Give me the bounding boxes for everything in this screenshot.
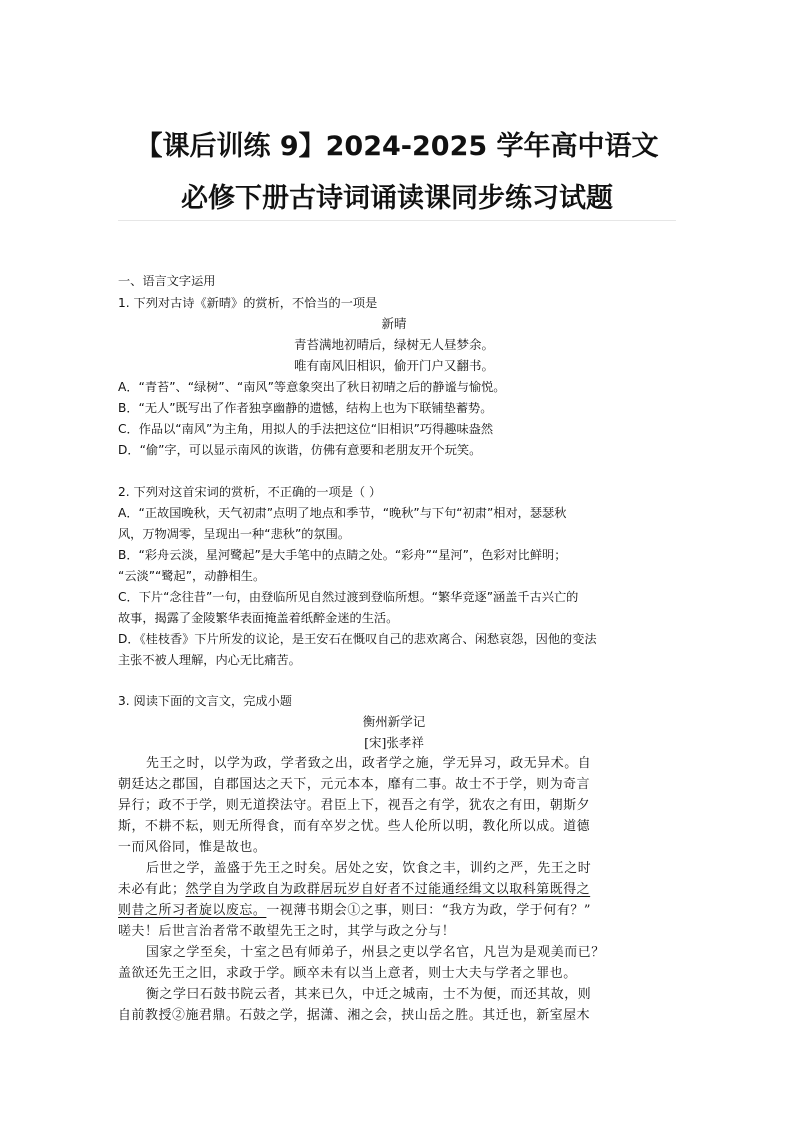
passage-p2-line-2-start: 未必有此； [118, 882, 186, 897]
underlined-sentence-part-2: 则昔之所习者旋以废忘。 [118, 903, 267, 918]
passage-p1-line-3: 异行；政不于学，则无道揆法守。君臣上下，视吾之有学，犹农之有田，朝斯夕 [118, 798, 591, 813]
passage-title: 衡州新学记 [362, 714, 426, 729]
passage-p2-line-3-end: 一视薄书期会①之事，则曰：“我方为政，学于何有？” [266, 903, 592, 918]
question-3-stem: 3. 阅读下面的文言文，完成小题 [118, 694, 292, 708]
question-2-option-c-line-2: 故事，揭露了金陵繁华表面掩盖着纸醉金迷的生活。 [118, 611, 399, 625]
question-2-option-d-line-1: D．《桂枝香》下片所发的议论，是王安石在慨叹自己的悲欢离合、闲愁哀怨，因他的变法 [118, 632, 597, 646]
question-2-option-b-line-2: “云淡”“鹭起”，动静相生。 [118, 569, 266, 583]
question-1-option-d: D．“偷”字，可以显示南风的诙谐，仿佛有意要和老朋友开个玩笑。 [118, 443, 482, 457]
passage-p3-line-1: 国家之学至矣，十室之邑有师弟子，州县之吏以学名官，凡岂为是观美而已？ [146, 945, 605, 960]
question-2-stem: 2. 下列对这首宋词的赏析，不正确的一项是（ ） [118, 485, 382, 499]
passage-p4-line-2: 自前教授②施君鼎。石鼓之学，据潇、湘之会，挟山岳之胜。其迁也，新室屋木 [118, 1008, 591, 1023]
question-2-option-a-line-1: A．“正故国晚秋，天气初肃”点明了地点和季节，“晚秋”与下句“初肃”相对，瑟瑟秋 [118, 506, 567, 520]
passage-author: [宋]张孝祥 [364, 735, 424, 750]
question-2-option-c-line-1: C．下片“念往昔”一句，由登临所见自然过渡到登临所想。“繁华竞逐”涵盖千古兴亡的 [118, 590, 579, 604]
passage-p2-line-2 [118, 880, 590, 900]
question-1-option-b: B．“无人”既写出了作者独享幽静的遗憾，结构上也为下联铺垫蓄势。 [118, 401, 493, 415]
question-2-option-b-line-1: B．“彩舟云淡，星河鹭起”是大手笔中的点睛之处。“彩舟”“星河”，色彩对比鲜明； [118, 548, 567, 562]
poem-line-2: 唯有南风旧相识，偷开门户又翻书。 [293, 358, 494, 373]
question-1-stem: 1. 下列对古诗《新晴》的赏析，不恰当的一项是 [118, 296, 378, 310]
title-divider [118, 220, 676, 221]
question-2-option-a-line-2: 风，万物凋零，呈现出一种“悲秋”的氛围。 [118, 527, 351, 541]
question-2-option-d-line-2: 主张不被人理解，内心无比痛苦。 [118, 653, 301, 667]
passage-p1-line-4: 斯，不耕不耘，则无所得食，而有卒岁之忧。些人伦所以明，教化所以成。道德 [118, 819, 591, 834]
document-title-line-1: 【课后训练 9】2024-2025 学年高中语文 [135, 131, 659, 162]
passage-p1-line-2: 朝廷达之郡国，自郡国达之天下，元元本本，靡有二事。故士不于学，则为奇言 [118, 777, 591, 792]
question-1-option-c: C．作品以“南风”为主角，用拟人的手法把这位“旧相识”巧得趣味盎然 [118, 422, 494, 436]
passage-p1-line-1: 先王之时，以学为政，学者致之出，政者学之施，学无异习，政无异术。自 [146, 756, 592, 771]
question-1-option-a: A．“青苔”、“绿树”、“南风”等意象突出了秋日初晴之后的静谧与愉悦。 [118, 380, 506, 394]
passage-p3-line-2: 盖欲还先王之旧，求政于学。顾卒未有以当上意者，则士大夫与学者之罪也。 [118, 966, 577, 981]
passage-p2-line-3 [118, 901, 591, 921]
passage-p2-line-1: 后世之学，盖盛于先王之时矣。居处之安，饮食之丰，训约之严，先王之时 [146, 861, 592, 876]
poem-title: 新晴 [381, 316, 407, 331]
underlined-sentence-part-1: 然学自为学政自为政群居玩岁自好者不过能通经缉文以取科第既得之 [185, 882, 591, 897]
poem-line-1: 青苔满地初晴后，绿树无人昼梦余。 [293, 337, 494, 352]
document-title-line-2: 必修下册古诗词诵读课同步练习试题 [181, 183, 613, 214]
passage-p2-line-4: 嗟夫！后世言治者常不敢望先王之时，其学与政之分与！ [118, 924, 456, 939]
passage-p4-line-1: 衡之学曰石鼓书院云者，其来已久，中迁之城南，士不为便，而还其故，则 [146, 987, 592, 1002]
passage-p1-line-5: 一而风俗同，惟是故也。 [118, 840, 267, 855]
section-heading: 一、语言文字运用 [118, 274, 216, 288]
